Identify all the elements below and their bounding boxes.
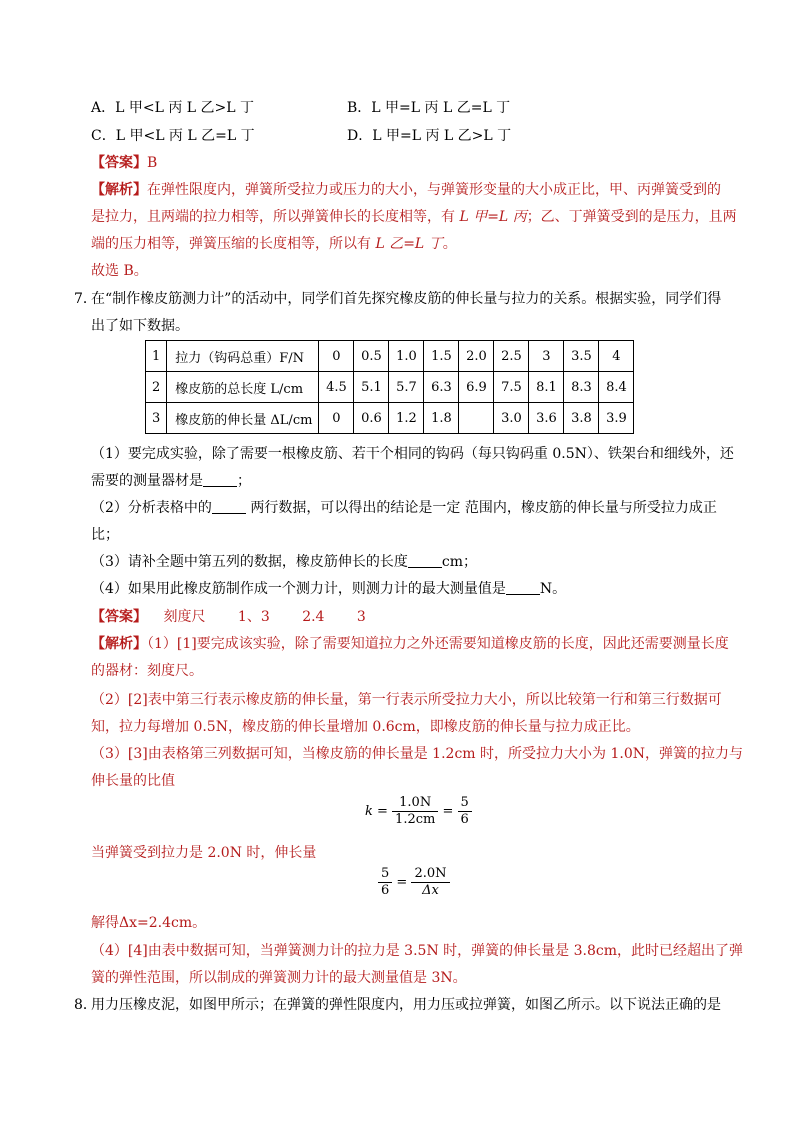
table-cell: 0 bbox=[319, 341, 354, 372]
sub2-line2: 比； bbox=[91, 527, 119, 543]
row-index: 3 bbox=[146, 403, 167, 434]
sub4: （4）如果用此橡皮筋制作成一个测力计，则测力计的最大测量值是 N。 bbox=[91, 581, 567, 597]
table-row bbox=[146, 403, 634, 434]
analysis-tag: 【解析】 bbox=[91, 636, 147, 652]
answer-4: 3 bbox=[356, 609, 366, 625]
table-row bbox=[146, 372, 634, 403]
answer-1: 刻度尺 bbox=[163, 609, 206, 625]
analysis-tag: 【解析】 bbox=[91, 182, 147, 198]
q6-analysis-line1: 【解析】在弹性限度内，弹簧所受拉力或压力的大小，与弹簧形变量的大小成正比，甲、丙弹簧受到的 bbox=[91, 182, 721, 198]
a3-line3: 当弹簧受到拉力是 2.0N 时，伸长量 bbox=[91, 845, 317, 861]
row-label: 橡皮筋的总长度 L/cm bbox=[167, 372, 319, 403]
a1-line1: 【解析】（1）[1]要完成该实验，除了需要知道拉力之外还需要知道橡皮筋的长度，因此还需要测量长度 bbox=[91, 636, 729, 652]
row-label: 拉力（钩码总重）F/N bbox=[167, 341, 319, 372]
table-cell: 2.5 bbox=[494, 341, 529, 372]
q8-number: 8． bbox=[74, 997, 97, 1013]
answer-blank bbox=[212, 499, 246, 514]
table-cell: 3.9 bbox=[599, 403, 634, 434]
table-cell: 6.3 bbox=[424, 372, 459, 403]
table-cell: 2.0 bbox=[459, 341, 494, 372]
sub3: （3）请补全题中第五列的数据，橡皮筋伸长的长度 cm； bbox=[91, 554, 478, 570]
table-cell: 5.1 bbox=[354, 372, 389, 403]
table-cell: 1.5 bbox=[424, 341, 459, 372]
formula: L 甲=L 丙 bbox=[459, 209, 527, 225]
sub2-line1: （2）分析表格中的 两行数据，可以得出的结论是一定 范围内，橡皮筋的伸长量与所受拉力成正 bbox=[91, 500, 717, 516]
answer-2: 1、3 bbox=[237, 609, 270, 625]
answer-tag: 【答案】 bbox=[91, 155, 147, 171]
q7-stem-line1: 在“制作橡皮筋测力计”的活动中，同学们首先探究橡皮筋的伸长量与拉力的关系。根据实验，同学们得 bbox=[91, 291, 722, 307]
answer-blank bbox=[408, 553, 442, 568]
row-index: 1 bbox=[146, 341, 167, 372]
row-label: 橡皮筋的伸长量 ΔL/cm bbox=[167, 403, 319, 434]
a3-line2: 伸长量的比值 bbox=[91, 773, 175, 789]
table-cell: 1.2 bbox=[389, 403, 424, 434]
option-d: D．L 甲=L 丙 L 乙>L 丁 bbox=[347, 128, 512, 144]
a4-line1: （4）[4]由表中数据可知，当弹簧测力计的拉力是 3.5N 时，弹簧的伸长量是 3.8cm，此时已经超出了弹 bbox=[91, 943, 743, 959]
table-cell: 4 bbox=[599, 341, 634, 372]
option-b: B．L 甲=L 丙 L 乙=L 丁 bbox=[347, 100, 511, 116]
a2-line2: 知，拉力每增加 0.5N，橡皮筋的伸长量增加 0.6cm，即橡皮筋的伸长量与拉力成正比。 bbox=[91, 719, 640, 735]
table-cell: 1.8 bbox=[424, 403, 459, 434]
table-cell: 3.5 bbox=[564, 341, 599, 372]
row-index: 2 bbox=[146, 372, 167, 403]
table-row bbox=[146, 341, 634, 372]
option-c: C．L 甲<L 丙 L 乙=L 丁 bbox=[91, 128, 255, 144]
sub1-line2: 需要的测量器材是 ； bbox=[91, 473, 251, 489]
table-cell: 8.4 bbox=[599, 372, 634, 403]
table-cell: 3 bbox=[529, 341, 564, 372]
table-cell: 3.8 bbox=[564, 403, 599, 434]
a2-line1: （2）[2]表中第三行表示橡皮筋的伸长量，第一行表示所受拉力大小，所以比较第一行和第三行数据可 bbox=[91, 692, 722, 708]
answer-3: 2.4 bbox=[302, 609, 325, 625]
table-cell: 0.6 bbox=[354, 403, 389, 434]
formula: L 乙=L 丁 bbox=[375, 236, 443, 252]
answer-tag: 【答案】 bbox=[91, 609, 147, 625]
a3-result: 解得Δx=2.4cm。 bbox=[91, 915, 207, 931]
data-table bbox=[145, 340, 634, 434]
equation-1: k = $\frac{1.0N}{1.2cm}$ = $\frac{5}{6}$ bbox=[365, 795, 472, 828]
a3-line1: （3）[3]由表格第三列数据可知，当橡皮筋的伸长量是 1.2cm 时，所受拉力大小为 1.0N，弹簧的拉力与 bbox=[91, 746, 743, 762]
q7-number: 7． bbox=[74, 291, 97, 307]
sub1-line1: （1）要完成实验，除了需要一根橡皮筋、若干个相同的钩码（每只钩码重 0.5N）、铁架台和细线外，还 bbox=[91, 446, 734, 462]
q6-answer bbox=[91, 152, 157, 172]
table-cell: 8.3 bbox=[564, 372, 599, 403]
table-cell bbox=[459, 403, 494, 434]
q7-stem-line2: 出了如下数据。 bbox=[91, 318, 189, 334]
table-cell: 7.5 bbox=[494, 372, 529, 403]
table-cell: 0.5 bbox=[354, 341, 389, 372]
equation-2: $\frac{5}{6}$ = $\frac{2.0N}{\Delta x}$ bbox=[378, 866, 450, 899]
answer-blank bbox=[506, 580, 540, 595]
table-cell: 6.9 bbox=[459, 372, 494, 403]
a1-line2: 的器材：刻度尺。 bbox=[91, 663, 203, 679]
table-cell: 1.0 bbox=[389, 341, 424, 372]
option-a: A．L 甲<L 丙 L 乙>L 丁 bbox=[91, 100, 255, 116]
table-cell: 3.6 bbox=[529, 403, 564, 434]
table-cell: 4.5 bbox=[319, 372, 354, 403]
q6-analysis-line3: 端的压力相等，弹簧压缩的长度相等，所以有 L 乙=L 丁。 bbox=[91, 236, 457, 252]
table-cell: 8.1 bbox=[529, 372, 564, 403]
q8-stem: 用力压橡皮泥，如图甲所示；在弹簧的弹性限度内，用力压或拉弹簧，如图乙所示。以下说法正确的是 bbox=[91, 997, 721, 1013]
q6-conclusion: 故选 B。 bbox=[91, 263, 148, 279]
table-cell: 5.7 bbox=[389, 372, 424, 403]
table-cell: 3.0 bbox=[494, 403, 529, 434]
a4-line2: 簧的弹性范围，所以制成的弹簧测力计的最大测量值是 3N。 bbox=[91, 970, 467, 986]
answer-value: B bbox=[147, 155, 158, 171]
table-cell: 0 bbox=[319, 403, 354, 434]
answer-blank bbox=[203, 472, 237, 487]
q7-answer bbox=[91, 606, 366, 626]
q6-analysis-line2: 是拉力，且两端的拉力相等，所以弹簧伸长的长度相等，有 L 甲=L 丙；乙、丁弹簧受到的是压力，且两 bbox=[91, 209, 737, 225]
